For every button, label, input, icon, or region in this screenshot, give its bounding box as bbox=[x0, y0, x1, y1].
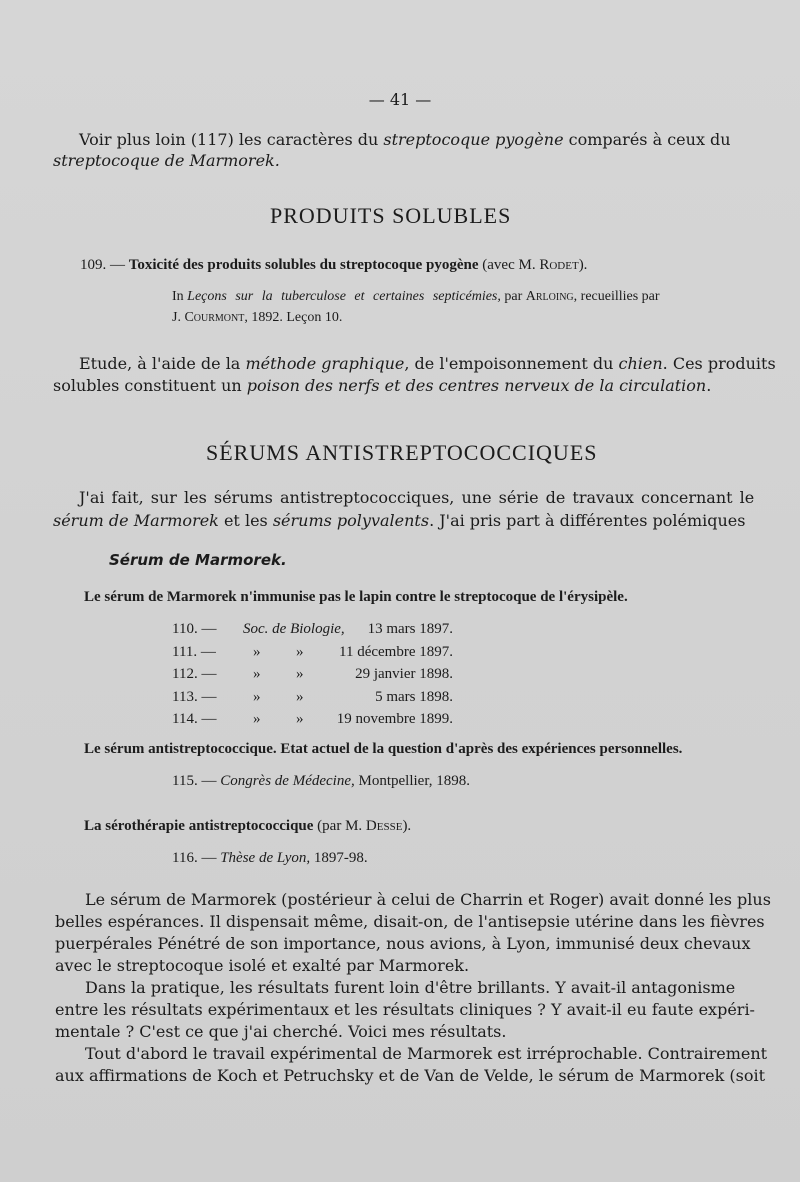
section2-intro-line-1: J'ai fait, sur les sérums antistreptococciques, une série de travaux concernant le bbox=[79, 488, 755, 507]
body-line: Le sérum de Marmorek (postérieur à celui de Charrin et Roger) avait donné les plus bbox=[85, 890, 771, 909]
ditto-mark: » bbox=[296, 711, 304, 727]
heading-with: (par M. bbox=[313, 818, 366, 834]
page-number: — 41 — bbox=[368, 90, 432, 109]
pub-title: Leçons sur la tuberculose et certaines septicémies, bbox=[187, 289, 501, 304]
pub-par: par bbox=[500, 289, 526, 304]
body-line: Tout d'abord le travail expérimental de Marmorek est irréprochable. Contrairement bbox=[85, 1044, 768, 1063]
intro-text: Voir plus loin (117) les caractères du bbox=[79, 130, 384, 149]
intro-line-2: streptocoque de Marmorek. bbox=[53, 151, 280, 170]
ref-date: 29 janvier 1898. bbox=[355, 666, 453, 682]
intro-text: . J'ai pris part à différentes polémiques bbox=[429, 511, 746, 530]
ref-date: 13 mars 1897. bbox=[367, 621, 453, 637]
sub-heading-marmorek: Sérum de Marmorek. bbox=[109, 551, 287, 569]
ref-date: 5 mars 1898. bbox=[375, 688, 453, 705]
heading-etat-actuel: Le sérum antistreptococcique. Etat actuel de la question d'après des expériences personnelles. bbox=[84, 741, 683, 757]
para-term: méthode graphique bbox=[245, 354, 405, 373]
body-line: avec le streptocoque isolé et exalté par Marmorek. bbox=[55, 956, 470, 975]
pub-in: In bbox=[172, 289, 188, 304]
body-line: belles espérances. Il dispensait même, disait-on, de l'antisepsie utérine dans les fièvres bbox=[55, 912, 765, 931]
intro-text: et les bbox=[218, 511, 273, 530]
para-text: solubles constituent un bbox=[53, 376, 247, 395]
heading-with-end: ). bbox=[402, 818, 412, 834]
body-line: Dans la pratique, les résultats furent loin d'être brillants. Y avait-il antagonisme bbox=[85, 978, 736, 997]
entry-coauthor: Rodet bbox=[539, 257, 579, 273]
section1-para-line-1 bbox=[79, 353, 776, 374]
pub-year: , 1892. Leçon 10. bbox=[244, 310, 343, 325]
heading-immunise: Le sérum de Marmorek n'immunise pas le lapin contre le streptocoque de l'érysipèle. bbox=[84, 589, 628, 605]
para-term: chien bbox=[618, 354, 663, 373]
intro-term: sérum de Marmorek bbox=[53, 511, 219, 530]
section-title-serums: SÉRUMS ANTISTREPTOCOCCIQUES bbox=[206, 440, 598, 465]
ditto-mark: » bbox=[296, 643, 304, 660]
heading-text: La sérothérapie antistreptococcique bbox=[84, 818, 314, 834]
para-text: Etude, à l'aide de la bbox=[79, 354, 246, 373]
entry-with: (avec M. bbox=[478, 257, 540, 273]
pub-collected: , recueillies par bbox=[573, 289, 660, 304]
ditto-mark: » bbox=[253, 643, 261, 660]
body-line: aux affirmations de Koch et Petruchsky et de Van de Velde, le sérum de Marmorek (soit bbox=[55, 1066, 766, 1085]
body-line: mentale ? C'est ce que j'ai cherché. Voici mes résultats. bbox=[55, 1022, 507, 1041]
reference-table bbox=[0, 621, 800, 731]
ditto-mark: » bbox=[296, 666, 304, 682]
ref-date: 19 novembre 1899. bbox=[336, 711, 453, 727]
section2-intro-line-2 bbox=[53, 510, 745, 531]
intro-term: sérums polyvalents bbox=[272, 511, 430, 530]
entry-109-pub-line-1 bbox=[172, 289, 660, 305]
ref-number: 115. — bbox=[172, 773, 221, 789]
para-text: , de l'empoisonnement du bbox=[404, 354, 619, 373]
intro-line-1 bbox=[79, 129, 731, 150]
ref-date: 11 décembre 1897. bbox=[339, 643, 453, 660]
pub-editor: Courmont bbox=[184, 310, 245, 325]
heading-coauthor: Desse bbox=[365, 818, 403, 834]
ref-115 bbox=[172, 773, 470, 790]
ref-venue: Soc. de Biologie, bbox=[243, 621, 345, 637]
para-text: . Ces produits bbox=[662, 354, 776, 373]
entry-title: Toxicité des produits solubles du streptocoque pyogène bbox=[128, 257, 479, 273]
ditto-mark: » bbox=[253, 711, 261, 727]
ref-number: 113. — bbox=[172, 688, 217, 705]
entry-109-pub-line-2 bbox=[172, 310, 342, 326]
para-text: . bbox=[706, 376, 712, 395]
ref-date: 1897-98. bbox=[310, 850, 368, 866]
ref-116 bbox=[172, 850, 368, 867]
entry-109-heading bbox=[80, 257, 587, 274]
section1-para-line-2 bbox=[53, 375, 711, 396]
pub-author: Arloing bbox=[525, 289, 574, 304]
ref-number: 110. — bbox=[172, 621, 217, 637]
section-title-produits: PRODUITS SOLUBLES bbox=[270, 203, 512, 228]
heading-serotherapie bbox=[84, 818, 411, 835]
ref-place-date: Montpellier, 1898. bbox=[354, 773, 470, 789]
ref-number: 112. — bbox=[172, 666, 217, 682]
ditto-mark: » bbox=[253, 666, 261, 682]
body-line: entre les résultats expérimentaux et les résultats cliniques ? Y avait-il eu faute expéri- bbox=[55, 1000, 755, 1019]
ditto-mark: » bbox=[296, 688, 304, 705]
entry-with-end: ). bbox=[578, 257, 588, 273]
ref-number: 111. — bbox=[172, 643, 216, 660]
ref-venue: Congrès de Médecine, bbox=[220, 773, 355, 789]
para-term: poison des nerfs et des centres nerveux de la circulation bbox=[246, 376, 707, 395]
intro-text-end: comparés à ceux du bbox=[563, 130, 731, 149]
pub-initial: J. bbox=[172, 310, 185, 325]
intro-term: streptocoque pyogène bbox=[383, 130, 564, 149]
ref-number: 116. — bbox=[172, 850, 221, 866]
ref-number: 114. — bbox=[172, 711, 217, 727]
entry-number: 109. — bbox=[80, 257, 129, 273]
ref-venue: Thèse de Lyon, bbox=[220, 850, 311, 866]
ditto-mark: » bbox=[253, 688, 261, 705]
body-line: puerpérales Pénétré de son importance, nous avions, à Lyon, immunisé deux chevaux bbox=[55, 934, 751, 953]
